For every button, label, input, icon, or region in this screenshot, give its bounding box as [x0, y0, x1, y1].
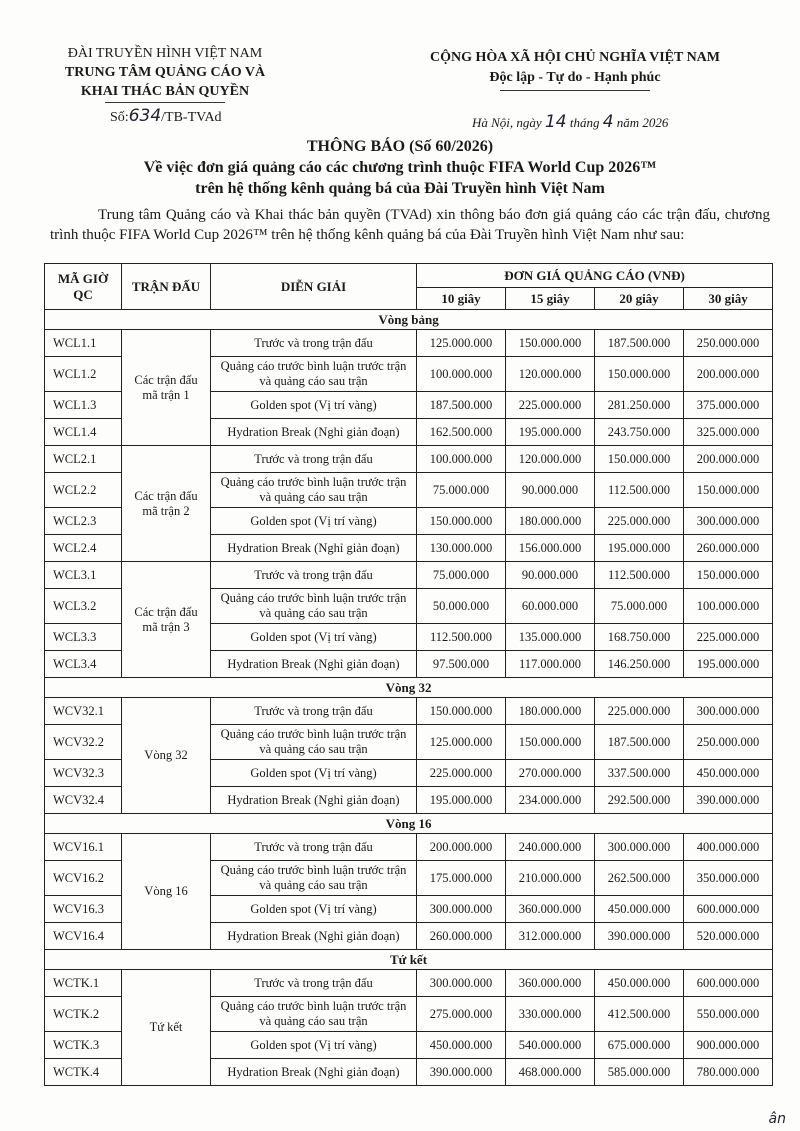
price-10s: 150.000.000	[417, 508, 506, 535]
match-group: Vòng 32	[122, 698, 211, 814]
table-row	[45, 446, 773, 473]
ad-slot-code: WCV16.3	[45, 896, 122, 923]
price-30s: 225.000.000	[684, 624, 773, 651]
issuer-underline	[105, 102, 225, 103]
document-number	[110, 106, 222, 126]
price-10s: 275.000.000	[417, 997, 506, 1032]
price-10s: 260.000.000	[417, 923, 506, 950]
slot-description: Hydration Break (Nghỉ giản đoạn)	[211, 1059, 417, 1086]
slot-description: Hydration Break (Nghỉ giản đoạn)	[211, 923, 417, 950]
price-10s: 100.000.000	[417, 357, 506, 392]
price-10s: 97.500.000	[417, 651, 506, 678]
round-header-row	[45, 678, 773, 698]
slot-description: Quảng cáo trước bình luận trước trận và quảng cáo sau trận	[211, 589, 417, 624]
price-10s: 200.000.000	[417, 834, 506, 861]
price-15s: 90.000.000	[506, 473, 595, 508]
title-line-2: Về việc đơn giá quảng cáo các chương trình thuộc FIFA World Cup 2026™	[143, 159, 657, 176]
price-20s: 112.500.000	[595, 562, 684, 589]
table-row	[45, 970, 773, 997]
price-20s: 150.000.000	[595, 446, 684, 473]
round-header-row	[45, 310, 773, 330]
price-10s: 130.000.000	[417, 535, 506, 562]
slot-description: Quảng cáo trước bình luận trước trận và quảng cáo sau trận	[211, 861, 417, 896]
issue-date	[472, 112, 668, 132]
price-15s: 225.000.000	[506, 392, 595, 419]
price-10s: 175.000.000	[417, 861, 506, 896]
ad-slot-code: WCL3.2	[45, 589, 122, 624]
ad-slot-code: WCTK.1	[45, 970, 122, 997]
date-month-handwritten: 4	[602, 112, 614, 132]
table-row	[45, 834, 773, 861]
table-row	[45, 330, 773, 357]
price-15s: 156.000.000	[506, 535, 595, 562]
price-20s: 75.000.000	[595, 589, 684, 624]
round-header-row	[45, 950, 773, 970]
round-name: Vòng 32	[45, 678, 773, 698]
ad-slot-code: WCV16.1	[45, 834, 122, 861]
slot-description: Golden spot (Vị trí vàng)	[211, 392, 417, 419]
price-15s: 270.000.000	[506, 760, 595, 787]
price-20s: 292.500.000	[595, 787, 684, 814]
price-15s: 240.000.000	[506, 834, 595, 861]
slot-description: Quảng cáo trước bình luận trước trận và quảng cáo sau trận	[211, 473, 417, 508]
country-name: CỘNG HÒA XÃ HỘI CHỦ NGHĨA VIỆT NAM	[429, 50, 720, 65]
ad-slot-code: WCL3.4	[45, 651, 122, 678]
ad-slot-code: WCL2.1	[45, 446, 122, 473]
price-15s: 180.000.000	[506, 698, 595, 725]
ad-slot-code: WCL1.1	[45, 330, 122, 357]
price-20s: 300.000.000	[595, 834, 684, 861]
price-15s: 120.000.000	[506, 446, 595, 473]
price-15s: 360.000.000	[506, 896, 595, 923]
header-20s: 20 giây	[595, 288, 684, 310]
round-header-row	[45, 814, 773, 834]
price-10s: 300.000.000	[417, 896, 506, 923]
header-description: DIỄN GIẢI	[211, 264, 417, 310]
title-line-1: THÔNG BÁO (Số 60/2026)	[306, 138, 494, 155]
doc-number-prefix: Số:	[110, 110, 129, 125]
price-20s: 146.250.000	[595, 651, 684, 678]
ad-slot-code: WCL1.3	[45, 392, 122, 419]
price-15s: 330.000.000	[506, 997, 595, 1032]
price-15s: 468.000.000	[506, 1059, 595, 1086]
price-15s: 150.000.000	[506, 725, 595, 760]
slot-description: Quảng cáo trước bình luận trước trận và quảng cáo sau trận	[211, 357, 417, 392]
match-group: Các trận đấu mã trận 2	[122, 446, 211, 562]
price-20s: 243.750.000	[595, 419, 684, 446]
price-30s: 450.000.000	[684, 760, 773, 787]
issuer-header	[50, 44, 280, 103]
price-20s: 168.750.000	[595, 624, 684, 651]
price-20s: 225.000.000	[595, 698, 684, 725]
ad-slot-code: WCL1.2	[45, 357, 122, 392]
ad-slot-code: WCL1.4	[45, 419, 122, 446]
price-20s: 675.000.000	[595, 1032, 684, 1059]
price-20s: 337.500.000	[595, 760, 684, 787]
price-30s: 300.000.000	[684, 508, 773, 535]
price-30s: 350.000.000	[684, 861, 773, 896]
slot-description: Hydration Break (Nghỉ giản đoạn)	[211, 419, 417, 446]
price-20s: 450.000.000	[595, 970, 684, 997]
price-30s: 260.000.000	[684, 535, 773, 562]
ad-slot-code: WCL2.3	[45, 508, 122, 535]
price-10s: 390.000.000	[417, 1059, 506, 1086]
price-30s: 200.000.000	[684, 357, 773, 392]
ad-slot-code: WCV32.2	[45, 725, 122, 760]
price-15s: 60.000.000	[506, 589, 595, 624]
price-15s: 360.000.000	[506, 970, 595, 997]
header-price-group: ĐƠN GIÁ QUẢNG CÁO (VNĐ)	[417, 264, 773, 288]
table-row	[45, 562, 773, 589]
price-15s: 150.000.000	[506, 330, 595, 357]
price-10s: 75.000.000	[417, 562, 506, 589]
price-10s: 100.000.000	[417, 446, 506, 473]
price-30s: 375.000.000	[684, 392, 773, 419]
slot-description: Golden spot (Vị trí vàng)	[211, 508, 417, 535]
match-group: Vòng 16	[122, 834, 211, 950]
ad-slot-code: WCTK.4	[45, 1059, 122, 1086]
slot-description: Hydration Break (Nghỉ giản đoạn)	[211, 787, 417, 814]
ad-slot-code: WCTK.2	[45, 997, 122, 1032]
price-30s: 780.000.000	[684, 1059, 773, 1086]
issuer-org-line1: TRUNG TÂM QUẢNG CÁO VÀ	[64, 65, 266, 80]
ad-slot-code: WCV16.2	[45, 861, 122, 896]
price-20s: 412.500.000	[595, 997, 684, 1032]
slot-description: Golden spot (Vị trí vàng)	[211, 1032, 417, 1059]
slot-description: Golden spot (Vị trí vàng)	[211, 760, 417, 787]
price-30s: 100.000.000	[684, 589, 773, 624]
price-30s: 325.000.000	[684, 419, 773, 446]
slot-description: Trước và trong trận đấu	[211, 330, 417, 357]
header-30s: 30 giây	[684, 288, 773, 310]
slot-description: Quảng cáo trước bình luận trước trận và quảng cáo sau trận	[211, 997, 417, 1032]
ad-slot-code: WCV32.4	[45, 787, 122, 814]
round-name: Vòng 16	[45, 814, 773, 834]
price-20s: 150.000.000	[595, 357, 684, 392]
intro-paragraph: Trung tâm Quảng cáo và Khai thác bản quyền (TVAd) xin thông báo đơn giá quảng cáo các trận đấu, chương trình thuộc FIFA World Cup 2026™ trên hệ thống kênh quảng bá của Đài Truyền hình Việt Nam như sau:	[50, 207, 770, 243]
price-20s: 187.500.000	[595, 725, 684, 760]
price-15s: 210.000.000	[506, 861, 595, 896]
price-10s: 112.500.000	[417, 624, 506, 651]
price-30s: 200.000.000	[684, 446, 773, 473]
price-30s: 150.000.000	[684, 562, 773, 589]
price-10s: 225.000.000	[417, 760, 506, 787]
price-10s: 300.000.000	[417, 970, 506, 997]
initials-mark: ân	[768, 1111, 786, 1127]
ad-slot-code: WCL2.2	[45, 473, 122, 508]
issuer-parent-org: ĐÀI TRUYỀN HÌNH VIỆT NAM	[67, 46, 263, 61]
price-20s: 187.500.000	[595, 330, 684, 357]
slot-description: Golden spot (Vị trí vàng)	[211, 896, 417, 923]
price-30s: 390.000.000	[684, 787, 773, 814]
ad-slot-code: WCL2.4	[45, 535, 122, 562]
price-10s: 162.500.000	[417, 419, 506, 446]
price-15s: 120.000.000	[506, 357, 595, 392]
match-group: Các trận đấu mã trận 1	[122, 330, 211, 446]
price-15s: 234.000.000	[506, 787, 595, 814]
header-match: TRẬN ĐẤU	[122, 264, 211, 310]
price-10s: 195.000.000	[417, 787, 506, 814]
table-row	[45, 698, 773, 725]
slot-description: Trước và trong trận đấu	[211, 698, 417, 725]
national-header	[395, 48, 755, 91]
price-10s: 50.000.000	[417, 589, 506, 624]
slot-description: Trước và trong trận đấu	[211, 562, 417, 589]
price-10s: 187.500.000	[417, 392, 506, 419]
slot-description: Golden spot (Vị trí vàng)	[211, 624, 417, 651]
price-20s: 281.250.000	[595, 392, 684, 419]
price-30s: 250.000.000	[684, 725, 773, 760]
price-15s: 195.000.000	[506, 419, 595, 446]
price-30s: 250.000.000	[684, 330, 773, 357]
price-20s: 225.000.000	[595, 508, 684, 535]
price-10s: 450.000.000	[417, 1032, 506, 1059]
ad-slot-code: WCTK.3	[45, 1032, 122, 1059]
title-line-3: trên hệ thống kênh quảng bá của Đài Truyền hình Việt Nam	[195, 180, 605, 197]
price-15s: 135.000.000	[506, 624, 595, 651]
price-15s: 180.000.000	[506, 508, 595, 535]
price-30s: 600.000.000	[684, 896, 773, 923]
price-30s: 600.000.000	[684, 970, 773, 997]
price-15s: 312.000.000	[506, 923, 595, 950]
price-20s: 450.000.000	[595, 896, 684, 923]
match-group: Tứ kết	[122, 970, 211, 1086]
ad-slot-code: WCL3.1	[45, 562, 122, 589]
price-30s: 900.000.000	[684, 1032, 773, 1059]
date-day-handwritten: 14	[544, 112, 567, 132]
header-15s: 15 giây	[506, 288, 595, 310]
slot-description: Quảng cáo trước bình luận trước trận và quảng cáo sau trận	[211, 725, 417, 760]
price-30s: 400.000.000	[684, 834, 773, 861]
date-prefix: Hà Nội, ngày	[472, 115, 542, 130]
slot-description: Hydration Break (Nghỉ giản đoạn)	[211, 535, 417, 562]
price-30s: 550.000.000	[684, 997, 773, 1032]
price-15s: 90.000.000	[506, 562, 595, 589]
price-table	[44, 263, 773, 1086]
slot-description: Trước và trong trận đấu	[211, 834, 417, 861]
price-10s: 125.000.000	[417, 330, 506, 357]
price-30s: 195.000.000	[684, 651, 773, 678]
price-10s: 150.000.000	[417, 698, 506, 725]
price-15s: 117.000.000	[506, 651, 595, 678]
doc-number-suffix: /TB-TVAd	[161, 110, 222, 125]
price-20s: 112.500.000	[595, 473, 684, 508]
ad-slot-code: WCV16.4	[45, 923, 122, 950]
price-20s: 585.000.000	[595, 1059, 684, 1086]
slot-description: Trước và trong trận đấu	[211, 970, 417, 997]
motto-underline	[500, 90, 650, 91]
price-20s: 262.500.000	[595, 861, 684, 896]
date-year: năm 2026	[616, 115, 669, 130]
round-name: Vòng bảng	[45, 310, 773, 330]
round-name: Tứ kết	[45, 950, 773, 970]
price-10s: 125.000.000	[417, 725, 506, 760]
slot-description: Trước và trong trận đấu	[211, 446, 417, 473]
ad-slot-code: WCV32.3	[45, 760, 122, 787]
ad-slot-code: WCV32.1	[45, 698, 122, 725]
national-motto: Độc lập - Tự do - Hạnh phúc	[489, 70, 661, 85]
doc-number-handwritten: 634	[128, 106, 162, 126]
price-20s: 195.000.000	[595, 535, 684, 562]
price-30s: 300.000.000	[684, 698, 773, 725]
date-month-label: tháng	[569, 115, 600, 130]
price-10s: 75.000.000	[417, 473, 506, 508]
header-code: MÃ GIỜ QC	[45, 264, 122, 310]
price-20s: 390.000.000	[595, 923, 684, 950]
slot-description: Hydration Break (Nghỉ giản đoạn)	[211, 651, 417, 678]
issuer-org-line2: KHAI THÁC BẢN QUYỀN	[80, 84, 250, 99]
header-10s: 10 giây	[417, 288, 506, 310]
ad-slot-code: WCL3.3	[45, 624, 122, 651]
price-30s: 150.000.000	[684, 473, 773, 508]
document-title	[0, 136, 800, 199]
match-group: Các trận đấu mã trận 3	[122, 562, 211, 678]
price-30s: 520.000.000	[684, 923, 773, 950]
price-15s: 540.000.000	[506, 1032, 595, 1059]
